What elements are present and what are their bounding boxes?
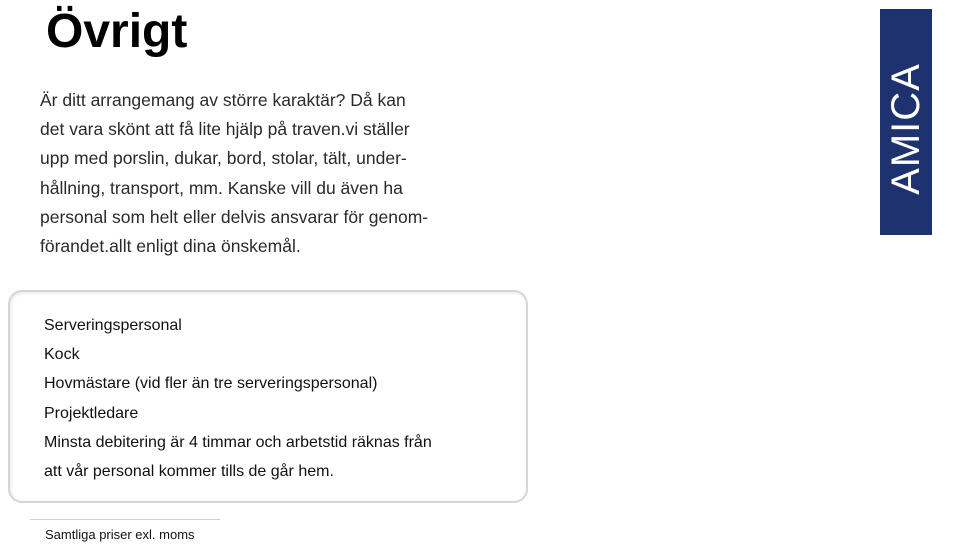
amica-logo: [880, 9, 932, 235]
services-note-line: att vår personal kommer tills de går hem.: [44, 463, 334, 481]
intro-line: förandet.allt enligt dina önskemål.: [40, 236, 301, 257]
intro-line: personal som helt eller delvis ansvarar för genom-: [40, 206, 429, 227]
intro-line: upp med porslin, dukar, bord, stolar, tält, under-: [40, 148, 407, 169]
services-item: Serveringspersonal: [44, 317, 182, 334]
intro-line: Är ditt arrangemang av större karaktär? Då kan: [40, 90, 406, 110]
services-item: Hovmästare (vid fler än tre serveringspersonal): [44, 375, 378, 393]
services-note-line: Minsta debitering är 4 timmar och arbetstid räknas från: [44, 433, 432, 451]
price-footnote: Samtliga priser exl. moms: [45, 527, 195, 542]
intro-line: hållning, transport, mm. Kanske vill du även ha: [40, 177, 403, 198]
services-item: Projektledare: [44, 404, 139, 422]
footer-divider: [30, 519, 220, 520]
page-title: Övrigt: [46, 5, 188, 58]
logo-wordmark: AMICA: [884, 63, 928, 195]
services-item: Kock: [44, 346, 80, 364]
intro-line: det vara skönt att få lite hjälp på traven.vi ställer: [40, 119, 410, 140]
services-list: [44, 311, 432, 486]
intro-paragraph: [40, 86, 428, 261]
